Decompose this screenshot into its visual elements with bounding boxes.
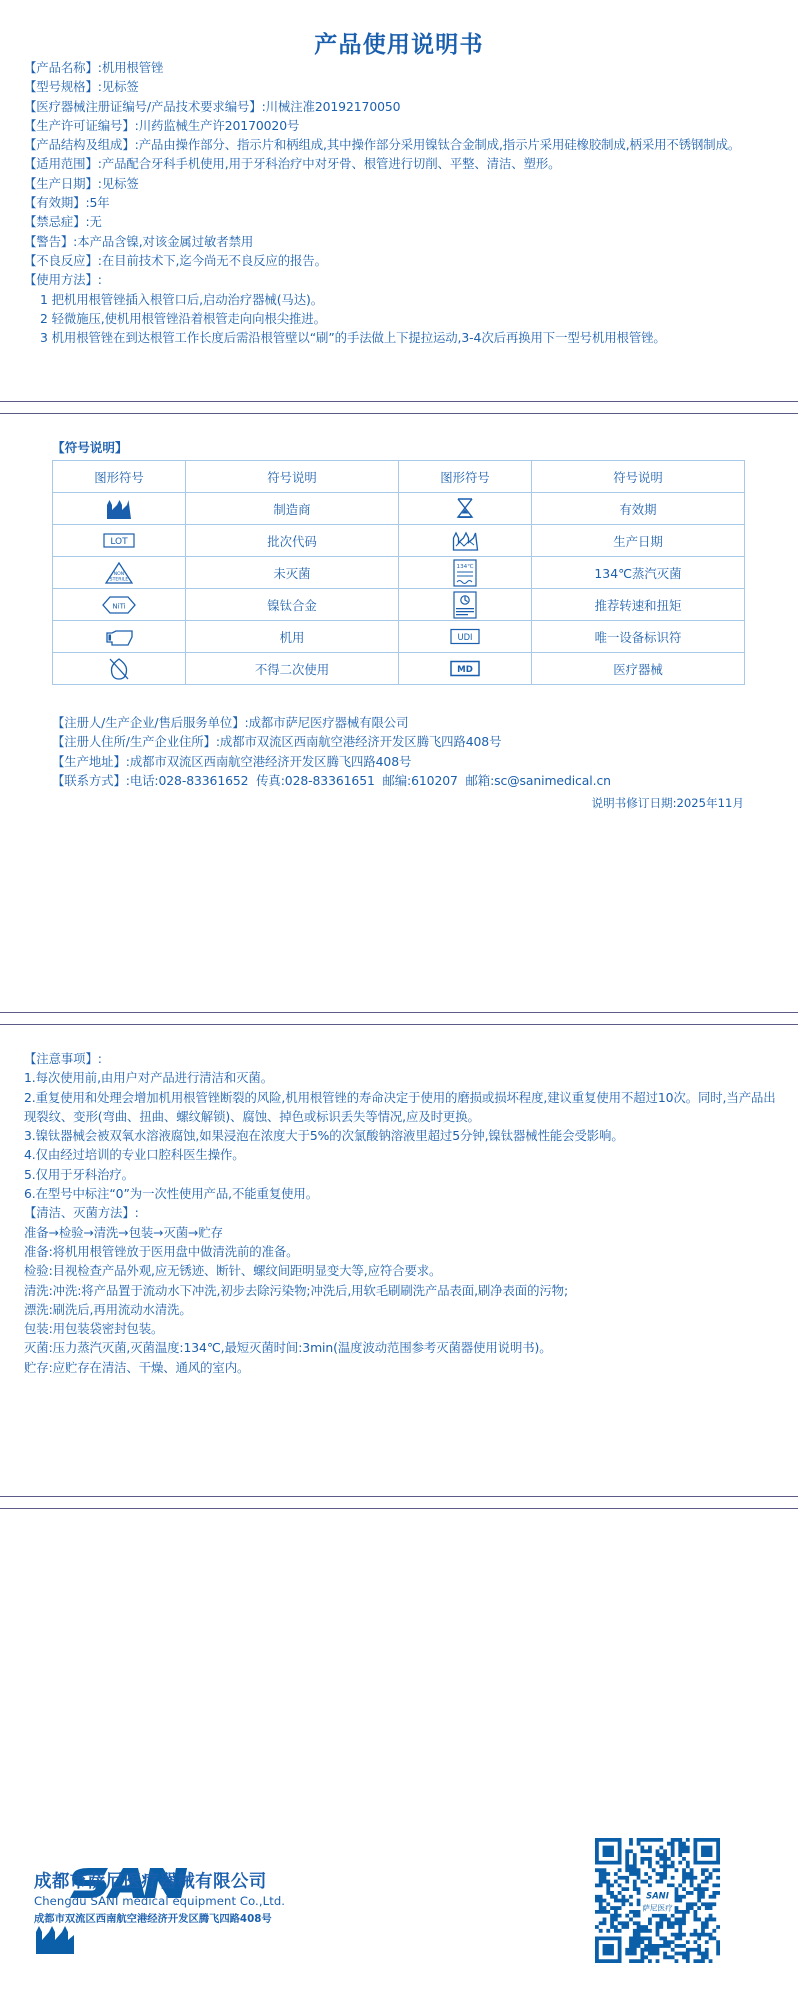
qr-code-icon[interactable]	[595, 1838, 720, 1963]
text-line: 3 机用根管锉在到达根管工作长度后需沿根管壁以“刷”的手法做上下提拉运动,3-4次后再换用下一型号机用根管锉。	[40, 330, 666, 346]
section-divider-top-2	[0, 413, 798, 414]
product-intro-section	[0, 0, 798, 400]
speed-torque-icon	[399, 589, 532, 621]
text-line: 【生产日期】:见标签	[24, 175, 139, 191]
symbol-label: 批次代码	[186, 525, 399, 557]
md-icon	[399, 653, 532, 685]
symbol-label: 医疗器械	[532, 653, 745, 685]
footer-company-name-cn: 成都市萨尼医疗器械有限公司	[34, 1872, 267, 1892]
text-line: 准备:将机用根管锉放于医用盘中做清洗前的准备。	[24, 1243, 299, 1259]
steam-sterilize-icon	[399, 557, 532, 589]
text-line: 3.镍钛器械会被双氧水溶液腐蚀,如果浸泡在浓度大于5%的次氯酸钠溶液里超过5分钟,镍钛器械性能会受影响。	[24, 1128, 624, 1144]
table-row	[53, 653, 745, 685]
text-line: 漂洗:刷洗后,再用流动水清洗。	[24, 1301, 192, 1317]
text-line: 【清洁、灭菌方法】:	[24, 1205, 139, 1221]
table-row	[53, 589, 745, 621]
hourglass-icon	[399, 493, 532, 525]
text-line: 检验:目视检查产品外观,应无锈迹、断针、螺纹间距明显变大等,应符合要求。	[24, 1263, 442, 1279]
text-line: 清洗:冲洗:将产品置于流动水下冲洗,初步去除污染物;冲洗后,用软毛刷刷洗产品表面,刷净表面的污物;	[24, 1282, 569, 1298]
text-line: 1 把机用根管锉插入根管口后,启动治疗器械(马达)。	[40, 291, 324, 307]
revision-date: 说明书修订日期:2025年11月	[591, 796, 744, 810]
text-line: 5.仅用于牙科治疗。	[24, 1166, 134, 1182]
svg-text:NiTi: NiTi	[112, 602, 126, 610]
footer-company-block	[34, 1868, 364, 1925]
text-line: 【有效期】:5年	[24, 195, 110, 211]
section-divider-bottom-1	[0, 1496, 798, 1497]
text-line: 【注意事项】:	[24, 1051, 102, 1066]
text-line: 【型号规格】:见标签	[24, 79, 139, 95]
udi-icon	[399, 621, 532, 653]
intro-text-block	[24, 58, 776, 347]
col-header-desc-1: 符号说明	[186, 461, 399, 493]
text-line: 【适用范围】:产品配合牙科手机使用,用于牙科治疗中对牙骨、根管进行切削、平整、清洁、塑形。	[24, 156, 561, 172]
svg-text:MD: MD	[457, 665, 473, 676]
section-divider-top-1	[0, 401, 798, 402]
text-line: 【禁忌症】:无	[24, 214, 102, 230]
text-line: 【生产地址】:成都市双流区西南航空港经济开发区腾飞四路408号	[52, 753, 412, 769]
table-header-row	[53, 461, 745, 493]
text-line: 1.每次使用前,由用户对产品进行清洁和灭菌。	[24, 1070, 273, 1086]
text-line: 准备→检验→清洗→包装→灭菌→贮存	[24, 1224, 223, 1240]
text-line: 【医疗器械注册证编号/产品技术要求编号】:川械注准20192170050	[24, 98, 401, 114]
manufacture-date-icon	[399, 525, 532, 557]
qr-brand-text: SANI	[646, 1890, 669, 1901]
table-row	[53, 621, 745, 653]
page-title: 产品使用说明书	[314, 32, 484, 58]
precautions-section	[24, 1049, 780, 1377]
text-line: 【警告】:本产品含镍,对该金属过敏者禁用	[24, 233, 254, 249]
factory-icon	[34, 1924, 76, 1954]
qr-subbrand-text: 萨尼医疗	[642, 1903, 673, 1913]
section-divider-bottom-2	[0, 1508, 798, 1509]
table-row	[53, 525, 745, 557]
symbol-table-body	[53, 493, 745, 685]
text-line: 【注册人/生产企业/售后服务单位】:成都市萨尼医疗器械有限公司	[52, 715, 409, 730]
text-line: 【联系方式】:电话:028-83361652 传真:028-83361651 邮编:610207 邮箱:sc@sanimedical.cn	[52, 772, 611, 788]
symbol-label: 有效期	[532, 493, 745, 525]
text-line: 4.仅由经过培训的专业口腔科医生操作。	[24, 1147, 245, 1163]
symbol-label: 未灭菌	[186, 557, 399, 589]
niti-alloy-icon	[53, 589, 186, 621]
text-line: 2.重复使用和处理会增加机用根管锉断裂的风险,机用根管锉的寿命决定于使用的磨损或损坏程度,建议重复使用不超过10次。同时,当产品出现裂纹、变形(弯曲、扭曲、螺纹解锁)、腐蚀、掉色或标识丢失等情况,应及时更换。	[24, 1089, 776, 1124]
symbol-label: 推荐转速和扭矩	[532, 589, 745, 621]
svg-text:134℃: 134℃	[456, 563, 474, 570]
lot-icon	[53, 525, 186, 557]
qr-code[interactable]	[595, 1838, 720, 1963]
symbol-label: 不得二次使用	[186, 653, 399, 685]
handpiece-icon	[53, 621, 186, 653]
svg-text:NON: NON	[113, 572, 125, 577]
table-row	[53, 557, 745, 589]
symbol-label: 生产日期	[532, 525, 745, 557]
symbol-label: 镍钛合金	[186, 589, 399, 621]
text-line: 6.在型号中标注“0”为一次性使用产品,不能重复使用。	[24, 1186, 318, 1202]
svg-text:UDI: UDI	[457, 632, 473, 642]
do-not-reuse-icon	[53, 653, 186, 685]
page-footer	[0, 1820, 798, 1996]
col-header-symbol-2: 图形符号	[399, 461, 532, 493]
non-sterile-icon	[53, 557, 186, 589]
symbol-label: 机用	[186, 621, 399, 653]
text-line: 【注册人住所/生产企业住所】:成都市双流区西南航空港经济开发区腾飞四路408号	[52, 734, 502, 750]
symbol-label: 制造商	[186, 493, 399, 525]
svg-text:LOT: LOT	[110, 537, 128, 547]
text-line: 【产品结构及组成】:产品由操作部分、指示片和柄组成,其中操作部分采用镍钛合金制成,指示片采用硅橡胶制成,柄采用不锈钢制成。	[24, 137, 741, 153]
footer-company-address: 成都市双流区西南航空港经济开发区腾飞四路408号	[34, 1913, 272, 1925]
symbol-label: 134℃蒸汽灭菌	[532, 557, 745, 589]
text-line: 2 轻微施压,使机用根管锉沿着根管走向向根尖推进。	[40, 310, 326, 326]
section-divider-mid-1	[0, 1012, 798, 1013]
symbols-heading: 【符号说明】	[52, 440, 128, 455]
text-line: 【生产许可证编号】:川药监械生产许20170020号	[24, 117, 300, 133]
registrant-info-block	[52, 713, 752, 790]
text-line: 【使用方法】:	[24, 272, 102, 288]
footer-company-name-en: Chengdu SANI medical equipment Co.,Ltd.	[34, 1894, 286, 1908]
factory-icon	[53, 493, 186, 525]
col-header-symbol-1: 图形符号	[53, 461, 186, 493]
svg-text:STERILE: STERILE	[109, 577, 129, 583]
table-row	[53, 493, 745, 525]
text-line: 灭菌:压力蒸汽灭菌,灭菌温度:134℃,最短灭菌时间:3min(温度波动范围参考灭菌器使用说明书)。	[24, 1340, 552, 1356]
text-line: 贮存:应贮存在清洁、干燥、通风的室内。	[24, 1359, 250, 1375]
col-header-desc-2: 符号说明	[532, 461, 745, 493]
symbol-legend-table	[52, 460, 745, 685]
section-divider-mid-2	[0, 1024, 798, 1025]
text-line: 【产品名称】:机用根管锉	[24, 60, 164, 75]
text-line: 包装:用包装袋密封包装。	[24, 1321, 164, 1337]
text-line: 【不良反应】:在目前技术下,迄今尚无不良反应的报告。	[24, 252, 327, 268]
symbol-label: 唯一设备标识符	[532, 621, 745, 653]
